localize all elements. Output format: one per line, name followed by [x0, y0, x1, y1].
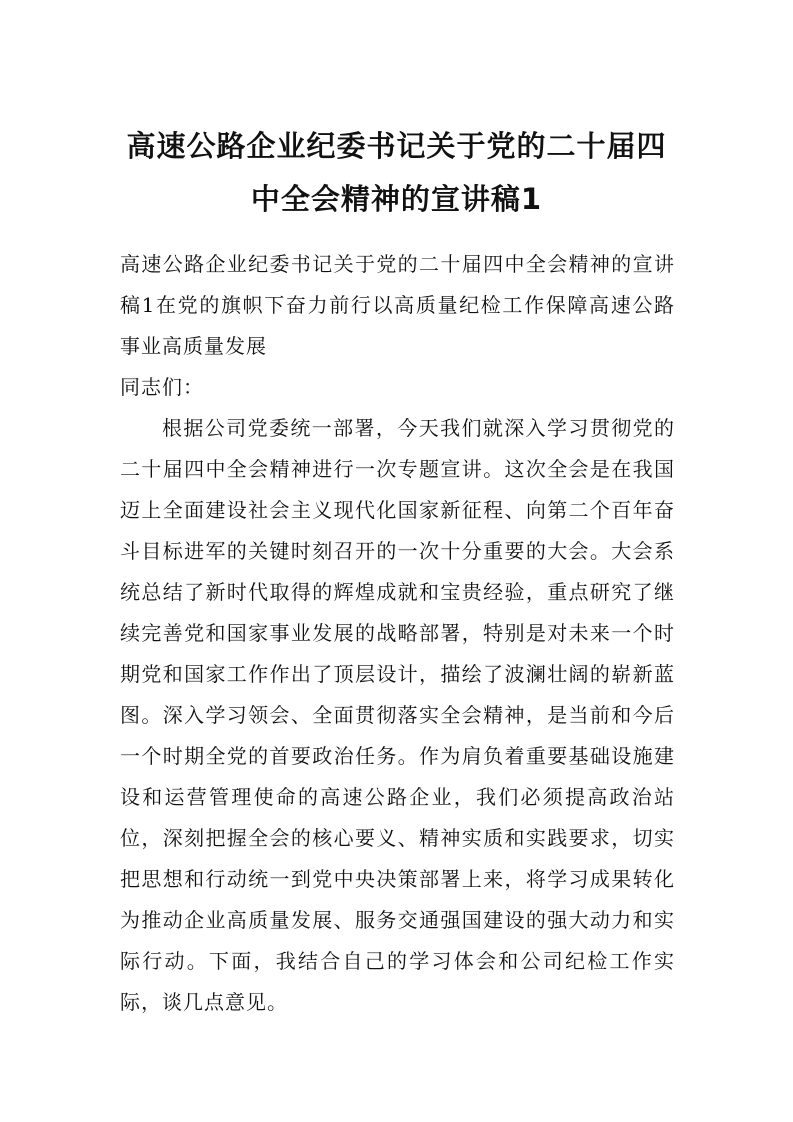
- subtitle-paragraph: 高速公路企业纪委书记关于党的二十届四中全会精神的宣讲稿1在党的旗帜下奋力前行以高质量纪检工作保障高速公路事业高质量发展: [120, 252, 675, 358]
- title-line-2: 中全会精神的宣讲稿1: [250, 182, 543, 216]
- document-title: [100, 120, 693, 226]
- title-line-1: 高速公路企业纪委书记关于党的二十届四: [126, 129, 667, 163]
- body-paragraph: 根据公司党委统一部署，今天我们就深入学习贯彻党的二十届四中全会精神进行一次专题宣讲。这次全会是在我国迈上全面建设社会主义现代化国家新征程、向第二个百年奋斗目标进军的关键时刻召开的一次十分重要的大会。大会系统总结了新时代取得的辉煌成就和宝贵经验，重点研究了继续完善党和国家事业发展的战略部署，特别是对未来一个时期党和国家工作作出了顶层设计，描绘了波澜壮阔的崭新蓝图。深入学习领会、全面贯彻落实全会精神，是当前和今后一个时期全党的首要政治任务。作为肩负着重要基础设施建设和运营管理使命的高速公路企业，我们必须提高政治站位，深刻把握全会的核心要义、精神实质和实践要求，切实把思想和行动统一到党中央决策部署上来，将学习成果转化为推动企业高质量发展、服务交通强国建设的强大动力和实际行动。下面，我结合自己的学习体会和公司纪检工作实际，谈几点意见。: [120, 416, 675, 1014]
- document-body: [120, 244, 675, 1023]
- salutation: 同志们：: [120, 375, 204, 399]
